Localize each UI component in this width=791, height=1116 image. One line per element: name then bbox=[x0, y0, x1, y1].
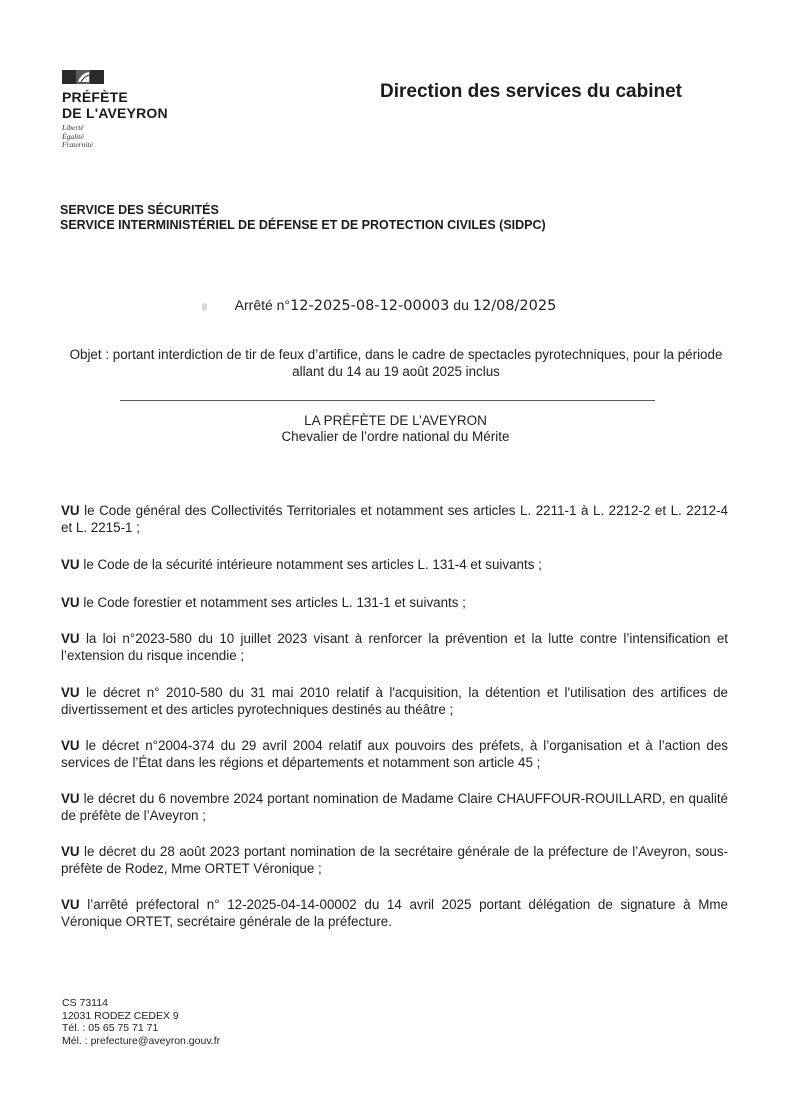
visa-item bbox=[61, 843, 728, 877]
motto-egalite: Égalité bbox=[62, 131, 84, 141]
logo-title bbox=[62, 89, 222, 121]
visa-item bbox=[61, 737, 728, 771]
footer-cs: CS 73114 bbox=[62, 997, 108, 1009]
prefete-subtitle: Chevalier de l’ordre national du Mérite bbox=[281, 429, 510, 444]
vu-label: VU bbox=[61, 738, 80, 753]
visa-text: la loi n°2023-580 du 10 juillet 2023 visant à renforcer la prévention et la lutte contre l’intensification et l’extension du risque incendie ; bbox=[61, 631, 728, 663]
visa-item bbox=[61, 630, 728, 664]
direction-title: Direction des services du cabinet bbox=[380, 81, 683, 102]
visa-item bbox=[61, 684, 728, 718]
prefete-title: LA PRÉFÈTE DE L’AVEYRON bbox=[304, 413, 487, 428]
arrete-prefix: Arrêté n° bbox=[234, 297, 291, 313]
arrete-du: du bbox=[453, 297, 469, 313]
arrete-number-line bbox=[0, 297, 791, 314]
prefecture-logo bbox=[62, 70, 222, 150]
objet-text: Objet : portant interdiction de tir de feux d’artifice, dans le cadre de spectacles pyrotechniques, pour la période allant du 14 au 19 août 2025 inclus bbox=[69, 347, 723, 379]
visa-text: le Code forestier et notamment ses articles L. 131-1 et suivants ; bbox=[83, 595, 466, 610]
footer-email: Mél. : prefecture@aveyron.gouv.fr bbox=[62, 1034, 221, 1047]
vu-label: VU bbox=[61, 631, 80, 646]
visa-item bbox=[61, 502, 728, 536]
arrete-date: 12/08/2025 bbox=[472, 298, 557, 314]
visa-item bbox=[61, 790, 728, 824]
footer-address: 12031 RODEZ CEDEX 9 bbox=[62, 1009, 179, 1022]
vu-label: VU bbox=[61, 685, 80, 700]
visa-item bbox=[61, 556, 728, 573]
vu-label: VU bbox=[61, 557, 80, 572]
footer-contact bbox=[62, 997, 220, 1047]
visa-text: le décret n°2004-374 du 29 avril 2004 relatif aux pouvoirs des préfets, à l’organisation et à l’action des services de l’État dans les régions et départements et notamment son article 45 ; bbox=[61, 738, 728, 770]
visa-item bbox=[61, 896, 728, 930]
footer-tel: Tél. : 05 65 75 71 71 bbox=[62, 1022, 159, 1034]
vu-label: VU bbox=[61, 503, 80, 518]
visa-item bbox=[61, 594, 728, 611]
motto-fraternite: Fraternité bbox=[62, 140, 93, 149]
marianne-icon bbox=[62, 70, 104, 84]
visa-text: l’arrêté préfectoral n° 12-2025-04-14-00002 du 14 avril 2025 portant délégation de signature à Mme Véronique ORTET, secrétaire générale de la préfecture. bbox=[61, 897, 728, 929]
arrete-number: 12-2025-08-12-00003 bbox=[290, 298, 450, 314]
vu-label: VU bbox=[61, 844, 80, 859]
prefete-block bbox=[0, 413, 791, 445]
motto-liberte: Liberté bbox=[62, 123, 84, 132]
logo-line-1: PRÉFÈTE bbox=[62, 89, 128, 105]
visa-text: le Code de la sécurité intérieure notamment ses articles L. 131-4 et suivants ; bbox=[83, 557, 542, 572]
vu-label: VU bbox=[61, 595, 80, 610]
service-line-1: SERVICE DES SÉCURITÉS bbox=[60, 203, 219, 217]
divider bbox=[120, 400, 655, 401]
republic-motto bbox=[62, 124, 222, 150]
logo-line-2: DE L'AVEYRON bbox=[62, 105, 168, 121]
visa-text: le décret du 28 août 2023 portant nomination de la secrétaire générale de la préfecture de l’Aveyron, sous-préfète de Rodez, Mme ORTET Véronique ; bbox=[61, 844, 728, 876]
service-heading bbox=[60, 203, 546, 233]
service-line-2: SERVICE INTERMINISTÉRIEL DE DÉFENSE ET DE PROTECTION CIVILES (SIDPC) bbox=[60, 218, 546, 232]
vu-label: VU bbox=[61, 897, 80, 912]
visa-text: le Code général des Collectivités Territoriales et notamment ses articles L. 2211-1 à L. 2212-2 et L. 2212-4 et L. 2215-1 ; bbox=[61, 503, 728, 535]
vu-label: VU bbox=[61, 791, 80, 806]
visa-text: le décret n° 2010-580 du 31 mai 2010 relatif à l'acquisition, la détention et l'utilisation des artifices de divertissement et des articles pyrotechniques destinés au théâtre ; bbox=[61, 685, 728, 717]
visa-text: le décret du 6 novembre 2024 portant nomination de Madame Claire CHAUFFOUR-ROUILLARD, en qualité de préfète de l’Aveyron ; bbox=[61, 791, 728, 823]
